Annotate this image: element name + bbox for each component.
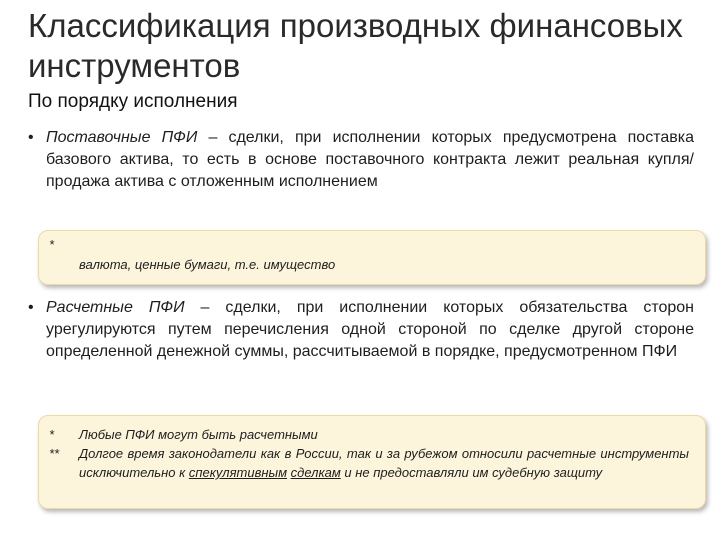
bullet-term: Поставочные ПФИ xyxy=(46,129,198,146)
note-text-part: и не предоставляли им судебную защиту xyxy=(340,465,603,480)
bullet-term: Расчетные ПФИ xyxy=(46,299,185,316)
bullet-delivery-derivatives xyxy=(28,127,694,193)
bullet-text xyxy=(46,127,694,193)
note-box-delivery xyxy=(38,230,706,285)
note-text: валюта, ценные бумаги, т.е. имущество xyxy=(79,257,336,272)
bullet-marker: • xyxy=(28,299,34,316)
note-marker: * xyxy=(49,427,55,442)
page-title: Классификация производных финансовых инструментов xyxy=(28,7,683,84)
note-marker: * xyxy=(49,237,55,252)
underlined-term-deals: сделкам xyxy=(290,465,341,480)
note-row-1 xyxy=(39,425,705,444)
page-subtitle: По порядку исполнения xyxy=(28,91,238,112)
bullet-text xyxy=(46,297,694,363)
bullet-definition: – сделки, при исполнении которых предусмотрена поставка базового актива, то есть в основе поставочного контракта лежит реальная купля/продажа актива с отложенным исполнением xyxy=(46,129,694,190)
bullet-marker: • xyxy=(28,129,34,146)
note-text-part: Долгое время законодатели как в России, так и за рубежом относили расчетные инструменты исключительно к xyxy=(79,446,689,480)
note-text xyxy=(79,444,689,482)
note-row-2 xyxy=(39,444,705,482)
bullet-settlement-derivatives xyxy=(28,297,694,363)
underlined-term-speculative: спекулятивным xyxy=(188,465,288,480)
note-marker: ** xyxy=(49,446,60,461)
note-box-settlement xyxy=(38,415,706,509)
bullet-definition: – сделки, при исполнении которых обязательства сторон урегулируются путем перечисления одной стороной по сделке другой стороне определенной денежной суммы, рассчитываемой в порядке, предусмотренном ПФИ xyxy=(46,299,694,360)
note-text: Любые ПФИ могут быть расчетными xyxy=(79,427,318,442)
